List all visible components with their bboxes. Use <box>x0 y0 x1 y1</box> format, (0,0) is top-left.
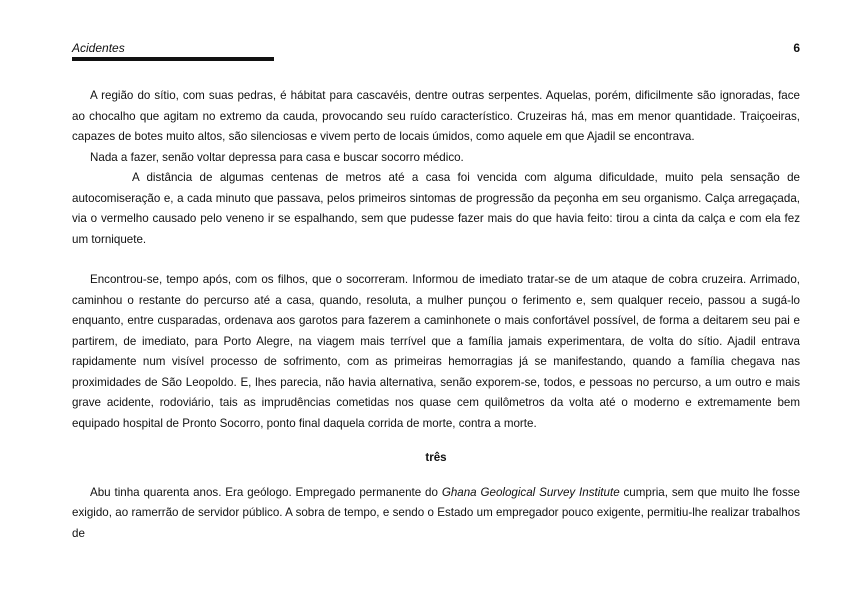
document-body <box>72 86 800 544</box>
paragraph-2: Nada a fazer, senão voltar depressa para casa e buscar socorro médico. <box>90 150 464 164</box>
institute-name: Ghana Geological Survey Institute <box>441 485 620 499</box>
paragraph-5 <box>72 483 800 545</box>
section-gap-after <box>72 469 800 483</box>
header-rule <box>72 57 274 61</box>
paragraph-5-text-end: cumpria, sem que muito lhe fosse exigido, ao ramerrão de servidor público. A sobra de tempo, e sendo o Estado um empregador pouco exigente, permitiu-lhe realizar trabalhos de <box>72 485 800 540</box>
paragraph-4: Encontrou-se, tempo após, com os filhos, que o socorreram. Informou de imediato tratar-se de um ataque de cobra cruzeira. Arrimado, caminhou o restante do percurso até a casa, quando, resoluta, a mulher punçou o ferimento e, sem qualquer receio, passou a sugá-lo enquanto, entre cusparadas, ordenava aos garotos para fazerem a caminhonete o mais confortável possível, de forma a deitarem seu pai e partirem, de imediato, para Porto Alegre, na viagem mais terrível que a família jamais experimentara, de volta do sítio. Ajadil entrava rapidamente num visível processo de sofrimento, com as primeiras hemorragias já se manifestando, quando a família chegava nas proximidades de São Leopoldo. E, lhes parecia, não havia alternativa, senão exporem-se, todos, e pessoas no percurso, a um outro e mais grave acidente, rodoviário, tais as imprudências cometidas nos quase cem quilômetros da volta até o moderno e extremamente bem equipado hospital de Pronto Socorro, ponto final daquela corrida de morte, contra a morte. <box>72 273 800 430</box>
paragraph-5-text-start: Abu tinha quarenta anos. Era geólogo. Empregado permanente do <box>90 485 442 499</box>
paragraph-3: A distância de algumas centenas de metros até a casa foi vencida com alguma dificuldade, muito pela sensação de autocomiseração e, a cada minuto que passava, pelos primeiros sintomas de progressão da peçonha em seu organismo. Calça arregaçada, via o vermelho causado pelo veneno ir se espalhando, sem que pudesse fazer mais do que havia feito: tirou a cinta da calça e com ela fez um torniquete. <box>72 171 800 246</box>
running-header-title: Acidentes <box>72 41 125 55</box>
section-gap <box>72 434 800 448</box>
page-number: 6 <box>793 41 800 55</box>
paragraph-1: A região do sítio, com suas pedras, é hábitat para cascavéis, dentre outras serpentes. Aquelas, porém, dificilmente são ignoradas, face ao chocalho que agitam no extremo da cauda, provocando seu ruído característico. Cruzeiras há, mas em menor quantidade. Traiçoeiras, capazes de botes muito altos, são silenciosas e vivem perto de locais úmidos, como aquele em que Ajadil se encontrava. <box>72 89 800 143</box>
section-title: três <box>425 451 447 464</box>
paragraph-gap <box>72 250 800 270</box>
